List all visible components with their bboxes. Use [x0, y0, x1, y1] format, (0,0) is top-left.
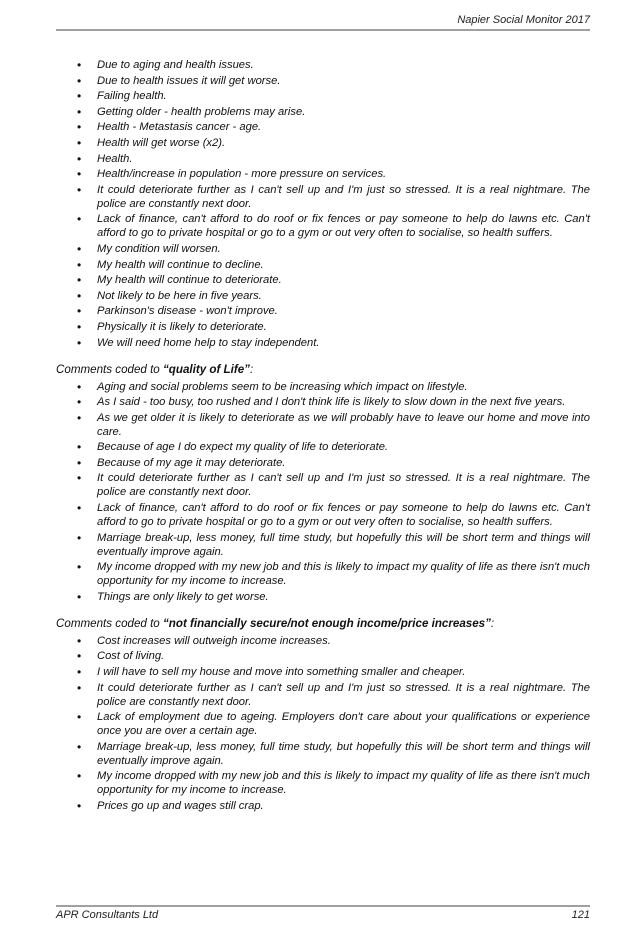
- footer-page-number: 121: [571, 909, 590, 921]
- comment-item: • I will have to sell my house and move into something smaller and cheaper.: [56, 665, 590, 679]
- comment-item: • Marriage break-up, less money, full time study, but hopefully this will be short term and things will eventually improve again.: [56, 531, 590, 559]
- comment-item: • Physically it is likely to deteriorate.: [56, 320, 590, 334]
- page-header: [56, 14, 590, 31]
- comment-item: • Due to health issues it will get worse.: [56, 74, 590, 88]
- comment-item: • My health will continue to decline.: [56, 258, 590, 272]
- section-heading-prefix: Comments coded to: [56, 616, 163, 630]
- page-content: [56, 58, 590, 815]
- comment-item: • Prices go up and wages still crap.: [56, 799, 590, 813]
- comment-item: • Because of age I do expect my quality of life to deteriorate.: [56, 440, 590, 454]
- comment-item: • It could deteriorate further as I can't sell up and I'm just so stressed. It is a real nightmare. The police are constantly next door.: [56, 681, 590, 709]
- comment-item: • Cost increases will outweigh income increases.: [56, 634, 590, 648]
- section-heading-topic: “not financially secure/not enough income/price increases”: [162, 616, 491, 630]
- comment-list: [56, 634, 590, 813]
- comment-item: • Health/increase in population - more pressure on services.: [56, 167, 590, 181]
- comment-item: • Cost of living.: [56, 649, 590, 663]
- comment-item: • Failing health.: [56, 89, 590, 103]
- comment-item: • It could deteriorate further as I can't sell up and I'm just so stressed. It is a real nightmare. The police are constantly next door.: [56, 471, 590, 499]
- comment-item: • Health - Metastasis cancer - age.: [56, 120, 590, 134]
- comment-item: • As I said - too busy, too rushed and I don't think life is likely to slow down in the next five years.: [56, 395, 590, 409]
- section-heading-suffix: :: [249, 362, 254, 376]
- section-heading: [56, 617, 590, 631]
- comment-item: • It could deteriorate further as I can't sell up and I'm just so stressed. It is a real nightmare. The police are constantly next door.: [56, 183, 590, 211]
- comment-item: • My condition will worsen.: [56, 242, 590, 256]
- comment-item: • Lack of finance, can't afford to do roof or fix fences or pay someone to help do lawns etc. Can't afford to go to private hospital or go to a gym or out very often to socialise, so health suffers.: [56, 501, 590, 529]
- comment-item: • Health.: [56, 152, 590, 166]
- section-heading-prefix: Comments coded to: [56, 362, 163, 376]
- comment-list: [56, 58, 590, 350]
- comment-item: • Because of my age it may deteriorate.: [56, 456, 590, 470]
- comment-item: • Parkinson's disease - won't improve.: [56, 304, 590, 318]
- page-footer: [56, 905, 590, 921]
- comment-item: • Health will get worse (x2).: [56, 136, 590, 150]
- comment-item: • We will need home help to stay independent.: [56, 336, 590, 350]
- comment-item: • Aging and social problems seem to be increasing which impact on lifestyle.: [56, 380, 590, 394]
- comment-item: • As we get older it is likely to deteriorate as we will probably have to leave our home and move into care.: [56, 411, 590, 439]
- comment-item: • Getting older - health problems may arise.: [56, 105, 590, 119]
- section-heading: [56, 363, 590, 377]
- section-heading-topic: “quality of Life”: [162, 362, 250, 376]
- comment-item: • Marriage break-up, less money, full time study, but hopefully this will be short term and things will eventually improve again.: [56, 740, 590, 768]
- comment-item: • Not likely to be here in five years.: [56, 289, 590, 303]
- comment-item: • Lack of finance, can't afford to do roof or fix fences or pay someone to help do lawns etc. Can't afford to go to private hospital or go to a gym or out very often to socialise, so health suffers.: [56, 212, 590, 240]
- header-title: Napier Social Monitor 2017: [457, 14, 590, 26]
- comment-item: • Due to aging and health issues.: [56, 58, 590, 72]
- comment-item: • My health will continue to deteriorate.: [56, 273, 590, 287]
- footer-company: APR Consultants Ltd: [56, 909, 159, 921]
- comment-item: • Things are only likely to get worse.: [56, 590, 590, 604]
- comment-list: [56, 380, 590, 604]
- section-heading-suffix: :: [490, 616, 495, 630]
- comment-item: • My income dropped with my new job and this is likely to impact my quality of life as there isn't much opportunity for my income to increase.: [56, 560, 590, 588]
- comment-item: • My income dropped with my new job and this is likely to impact my quality of life as there isn't much opportunity for my income to increase.: [56, 769, 590, 797]
- comment-item: • Lack of employment due to ageing. Employers don't care about your qualifications or experience once you are over a certain age.: [56, 710, 590, 738]
